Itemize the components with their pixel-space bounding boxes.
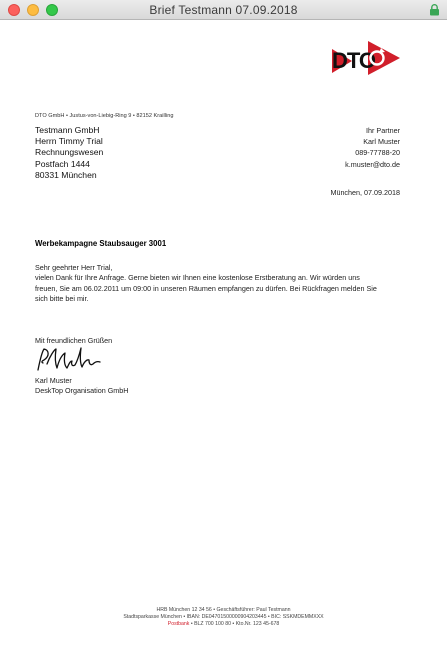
recipient-name: Herrn Timmy Trial (35, 136, 103, 147)
title-bar[interactable] (0, 0, 447, 20)
company-logo (332, 41, 400, 75)
recipient-address (35, 125, 103, 181)
logo-text: DTO (332, 48, 376, 73)
letter-date: München, 07.09.2018 (330, 188, 400, 197)
lock-icon (429, 4, 440, 16)
footer-bank-line: Stadtsparkasse München • IBAN: DE04701500000904203445 • BIC: SSKMDEMMXXX (123, 614, 324, 621)
letter-body (35, 273, 407, 305)
contact-label: Ihr Partner (366, 126, 400, 135)
signer-name: Karl Muster (35, 376, 72, 385)
contact-phone: 089-77788-20 (355, 148, 400, 158)
recipient-department: Rechnungswesen (35, 147, 104, 158)
contact-name: Karl Muster (363, 137, 400, 147)
recipient-po-box: Postfach 1444 (35, 158, 90, 169)
closing-phrase: Mit freundlichen Grüßen (35, 336, 113, 345)
recipient-company: Testmann GmbH (35, 125, 100, 135)
recipient-city: 80331 München (35, 169, 97, 180)
letter-page (0, 21, 447, 649)
footer-postbank-line (0, 621, 447, 628)
footer-postbank-details: • BLZ 700 100 80 • Kto.Nr. 123 45-678 (189, 621, 280, 628)
salutation: Sehr geehrter Herr Trial, (35, 263, 113, 272)
body-line: vielen Dank für Ihre Anfrage. Gerne bieten wir Ihnen eine kostenlose Erstberatung an. Wir würden uns (35, 273, 360, 282)
sender-address-line: DTO GmbH • Justus-von-Liebig-Ring 9 • 82152 Krailling (35, 113, 174, 119)
letter-footer (0, 607, 447, 629)
footer-postbank-label: Postbank (167, 621, 190, 628)
body-line: freuen, Sie am 06.02.2011 um 09:00 in unseren Räumen empfangen zu dürfen. Bei Rückfragen melden Sie (35, 283, 377, 293)
contact-email: k.muster@dto.de (345, 159, 400, 169)
signer-block (35, 376, 128, 397)
signer-company: DeskTop Organisation GmbH (35, 386, 129, 396)
contact-block (345, 125, 400, 170)
letter-subject: Werbekampagne Staubsauger 3001 (35, 239, 167, 248)
window-title: Brief Testmann 07.09.2018 (149, 3, 298, 17)
handwritten-signature (34, 346, 104, 374)
body-line: sich bitte bei mir. (35, 294, 89, 304)
footer-registry-line: HRB München 12 34 56 • Geschäftsführer: Paul Testmann (156, 607, 291, 613)
